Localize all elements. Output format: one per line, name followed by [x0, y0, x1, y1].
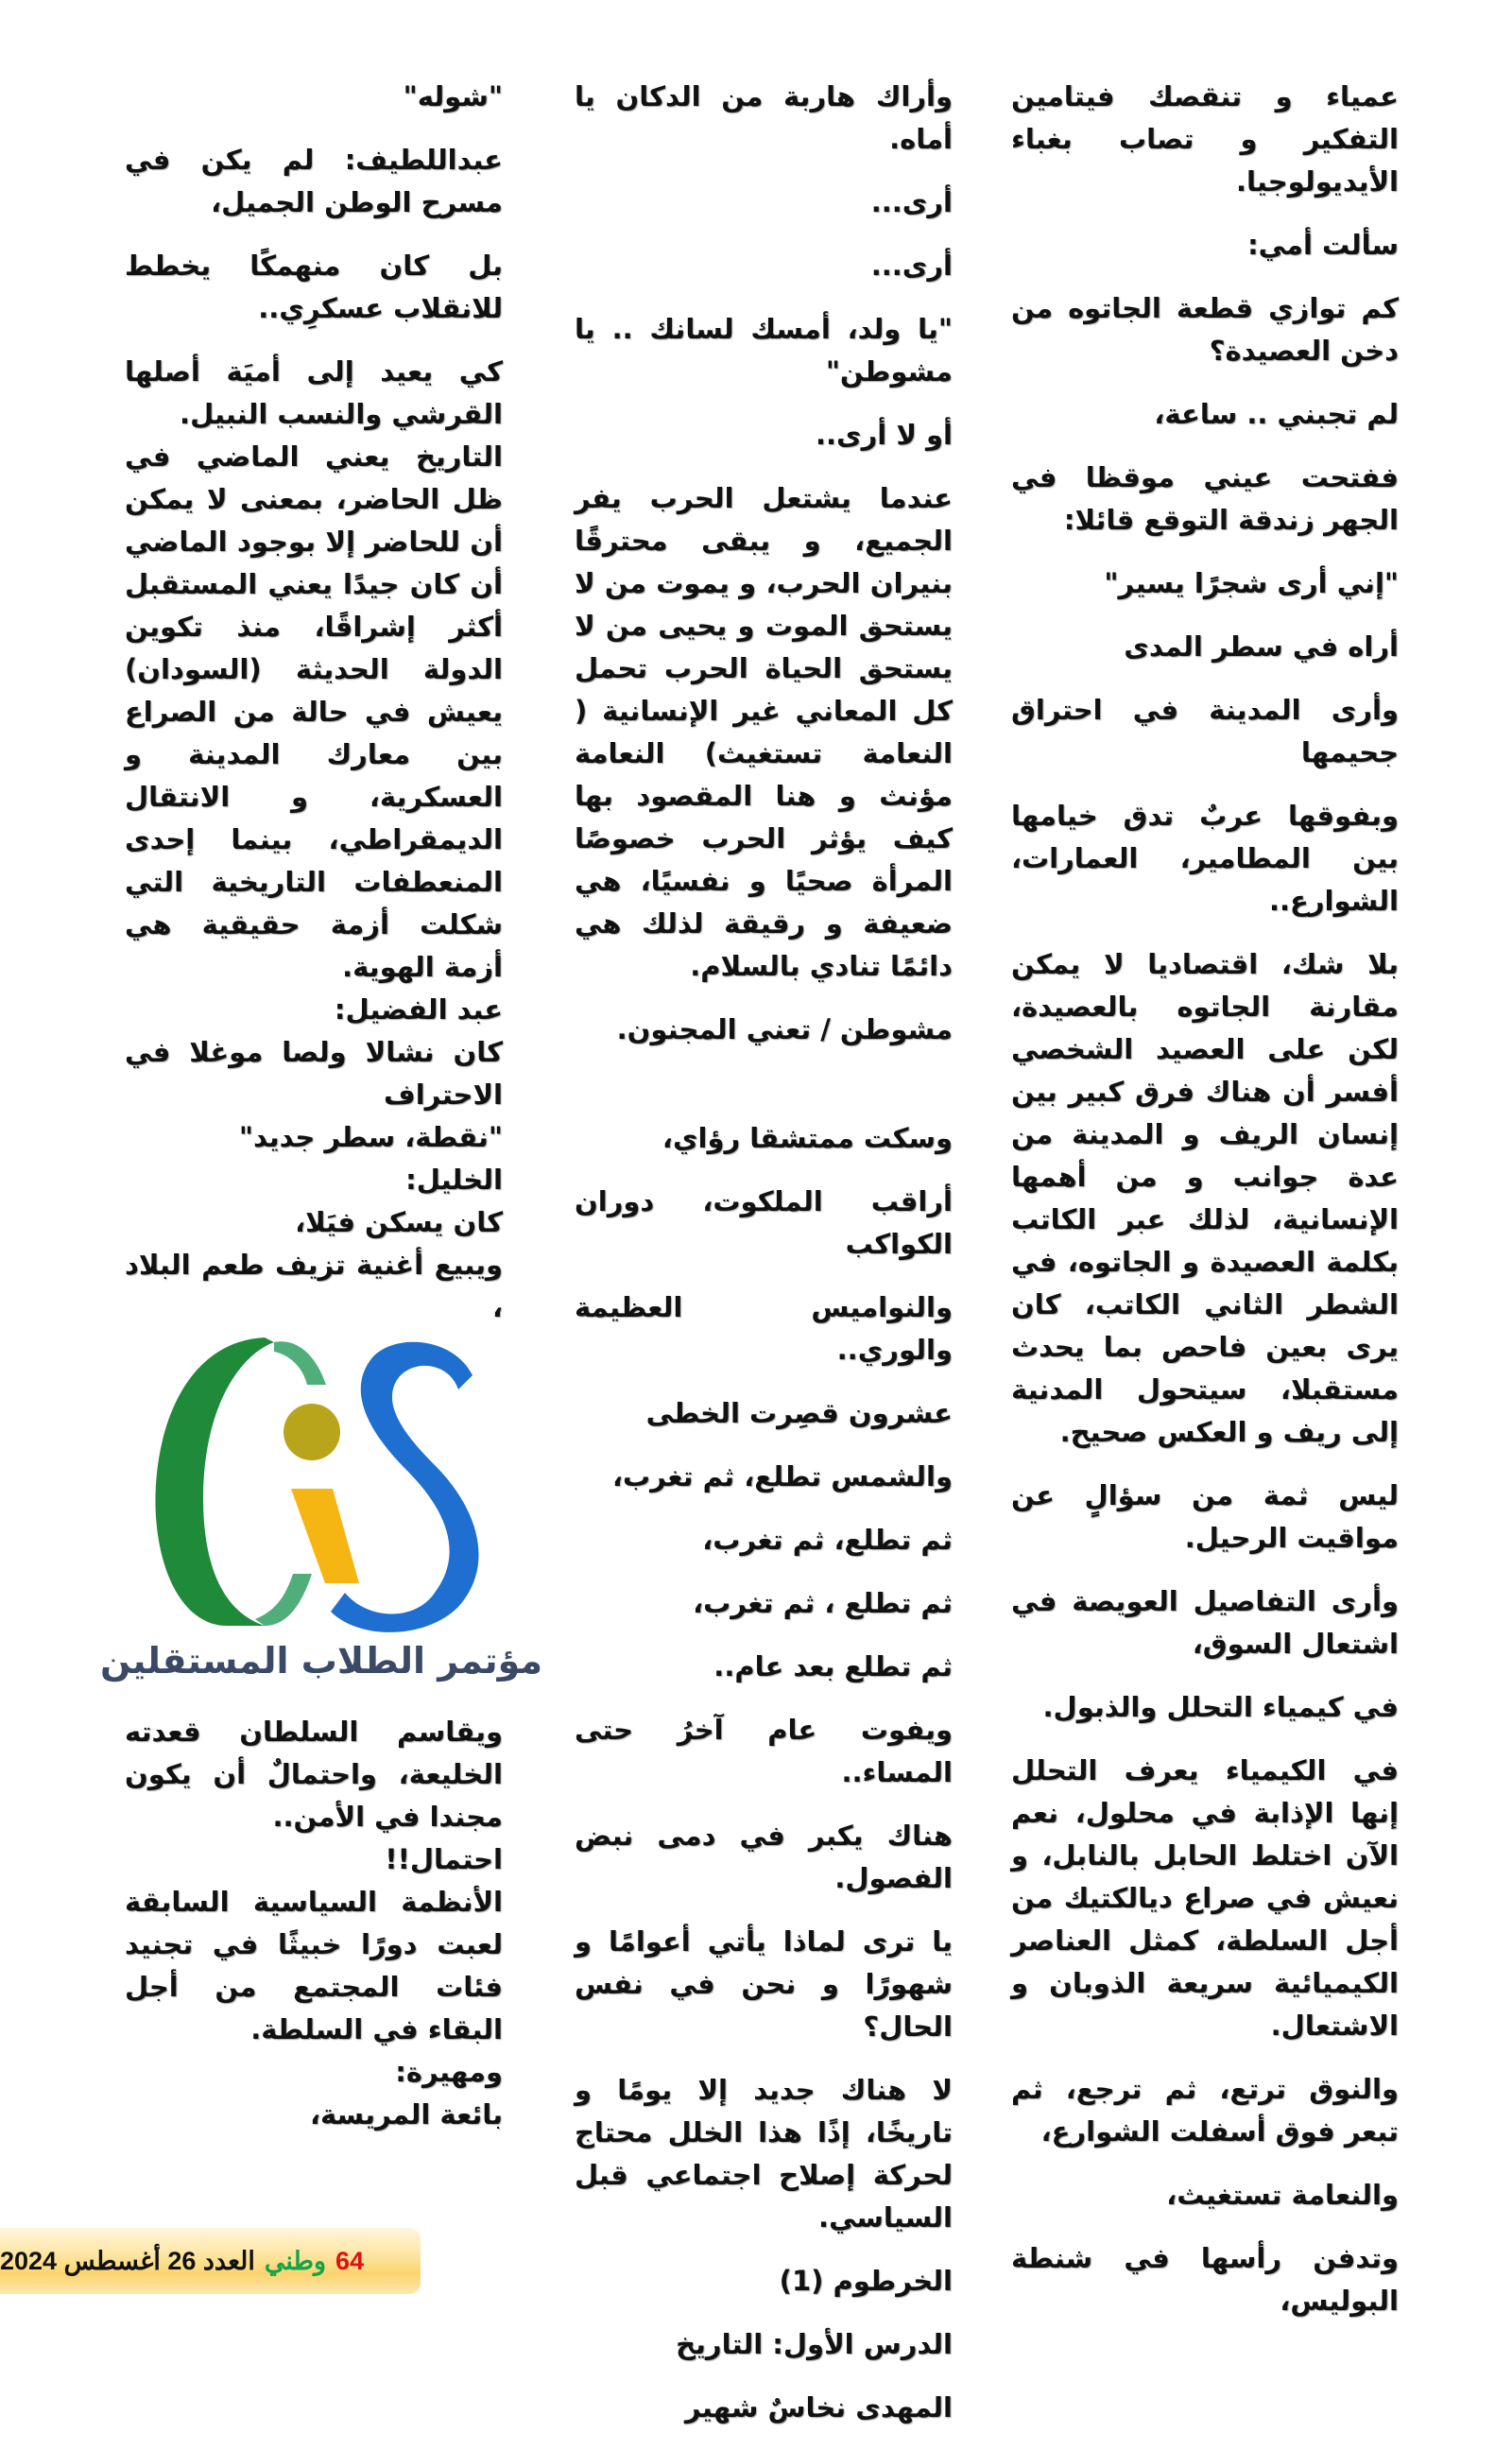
- paragraph: وسكت ممتشقا رؤاي،: [662, 1122, 953, 1154]
- paragraph: في كيمياء التحلل والذبول.: [1042, 1691, 1399, 1723]
- paragraph: وأرى التفاصيل العويصة في اشتعال السوق،: [1011, 1585, 1399, 1660]
- paragraph: احتمال!!: [385, 1843, 503, 1875]
- issue-date: العدد 26 أغسطس 2024: [0, 2246, 255, 2275]
- paragraph: لم تجبني .. ساعة،: [1154, 398, 1399, 430]
- paragraph: أراه في سطر المدى: [1124, 630, 1399, 663]
- logo-letter-s: [331, 1342, 479, 1632]
- paragraph: وأرى المدينة في احتراق جحيمها: [1011, 694, 1399, 768]
- paragraph: بلا شك، اقتصاديا لا يمكن مقارنة الجاتوه بالعصيدة، لكن على العصيد الشخصي أفسر أن هناك فرق كبير بين إنسان الريف و المدينة من عدة جوانب و من أهمها الإنسانية، لذلك عبر الكاتب بكلمة العصيدة و الجاتوه، في الشطر الثاني الكاتب، كان يرى بعين فاحص بما يحدث مستقبلا، سيتحول المدنية إلى ريف و العكس صحيح.: [1011, 948, 1399, 1448]
- paragraph: مشوطن / تعني المجنون.: [616, 1013, 953, 1045]
- paragraph: عمياء و تنقصك فيتامين التفكير و تصاب بغباء الأيديولوجيا.: [1011, 80, 1399, 198]
- paragraph: أو لا أرى..: [816, 419, 953, 451]
- paragraph: الدرس الأول: التاريخ: [676, 2328, 953, 2360]
- paragraph: "إني أرى شجرًا يسير": [1104, 567, 1399, 599]
- paragraph: كان يسكن فيَلا،: [295, 1206, 503, 1238]
- paragraph: وتدفن رأسها في شنطة البوليس،: [1011, 2242, 1399, 2317]
- paragraph: وأراك هاربة من الدكان يا أماه.: [575, 80, 953, 155]
- page-footer: [0, 2228, 421, 2294]
- paragraph: أرى...: [870, 250, 953, 282]
- paragraph: والشمس تطلع، ثم تغرب،: [612, 1460, 953, 1492]
- cis-logo: [99, 1300, 543, 1687]
- paragraph: ويفوت عام آخرُ حتى المساء..: [575, 1714, 953, 1788]
- paragraph: والنوق ترتع، ثم ترجع، ثم تبعر فوق أسفلت الشوارع،: [1011, 2073, 1399, 2148]
- paragraph: كان نشالا ولصا موغلا في الاحتراف: [125, 1036, 503, 1111]
- paragraph: التاريخ يعني الماضي في ظل الحاضر، بمعنى لا يمكن أن للحاضر إلا بوجود الماضي أن كان جيدًا يعني المستقبل أكثر إشراقًا، منذ تكوين الدولة الحديثة (السودان) يعيش في حالة من الصراع بين معارك المدينة و العسكرية، و الانتقال الديمقراطي، بينما إحدى المنعطفات التاريخية التي شكلت أزمة حقيقية هي أزمة الهوية.: [125, 440, 503, 983]
- paragraph: عبد الفضيل:: [334, 993, 503, 1026]
- paragraph: "يا ولد، أمسك لسانك .. يا مشوطن": [575, 313, 953, 388]
- paragraph: سألت أمي:: [1247, 229, 1399, 261]
- paragraph: في الكيمياء يعرف التحلل إنها الإذابة في محلول، نعم الآن اختلط الحابل بالنابل، و نعيش في صراع ديالكتيك من أجل السلطة، كمثل العناصر الكيميائية سريعة الذوبان و الاشتعال.: [1011, 1754, 1399, 2042]
- paragraph: والنعامة تستغيث،: [1166, 2179, 1399, 2211]
- paragraph: هناك يكبر في دمى نبض الفصول.: [575, 1820, 953, 1894]
- paragraph: بل كان منهمكًا يخطط للانقلاب عسكرِي..: [125, 250, 503, 324]
- paragraph: "نقطة، سطر جديد": [238, 1121, 503, 1153]
- logo-i-stem: [291, 1489, 359, 1583]
- paragraph: ثم تطلع، ثم تغرب،: [702, 1524, 953, 1556]
- paragraph: ففتحت عيني موقظا في الجهر زندقة التوقع قائلا:: [1011, 461, 1399, 536]
- paragraph: وبفوقها عربٌ تدق خيامها بين المطامير، العمارات، الشوارع..: [1011, 800, 1399, 917]
- paragraph: كم توازي قطعة الجاتوه من دخن العصيدة؟: [1011, 292, 1399, 367]
- paragraph: كي يعيد إلى أميَة أصلها القرشي والنسب النبيل.: [125, 355, 503, 430]
- paragraph: ويبيع أغنية تزيف طعم البلاد ،: [125, 1249, 503, 1323]
- paragraph: المهدى نخاسٌ شهير: [684, 2391, 953, 2424]
- paragraph: أرى...: [870, 186, 953, 218]
- paragraph: الخليل:: [405, 1164, 503, 1196]
- article-column-left-bottom: [125, 1711, 503, 2136]
- magazine-name: وطني: [264, 2246, 327, 2275]
- article-column-right: [1011, 76, 1399, 2343]
- paragraph: لا هناك جديد إلا يومًا و تاريخًا، إذًا هذا الخلل محتاج لحركة إصلاح اجتماعي قبل السياسي.: [575, 2074, 953, 2234]
- logo-i-dot: [284, 1404, 340, 1460]
- paragraph: ثم تطلع بعد عام..: [713, 1650, 953, 1682]
- paragraph: ويقاسم السلطان قعدته الخليعة، واحتمالٌ أن يكون مجندا في الأمن..: [125, 1716, 503, 1833]
- logo-caption: مؤتمر الطلاب المستقلين: [99, 1640, 543, 1682]
- paragraph: الأنظمة السياسية السابقة لعبت دورًا خبيثًا في تجنيد فئات المجتمع من أجل البقاء في السلطة.: [125, 1886, 503, 2045]
- paragraph: "شوله": [403, 80, 503, 112]
- cis-logo-graphic: [99, 1300, 543, 1687]
- paragraph: أراقب الملكوت، دوران الكواكب: [575, 1185, 953, 1260]
- paragraph: والنواميس العظيمة والوري..: [575, 1291, 953, 1366]
- article-column-left-top: [125, 76, 503, 1329]
- logo-letter-c: [155, 1337, 274, 1626]
- paragraph: ليس ثمة من سؤالٍ عن مواقيت الرحيل.: [1011, 1479, 1399, 1554]
- paragraph: بائعة المريسة،: [309, 2098, 503, 2131]
- logo-letter-c-inner: [274, 1341, 326, 1385]
- paragraph: الخرطوم (1): [779, 2265, 953, 2297]
- article-column-middle: [575, 76, 953, 2450]
- paragraph: ومهيرة:: [395, 2056, 503, 2088]
- page-number: 64: [335, 2246, 365, 2275]
- paragraph: عشرون قصِرت الخطى: [645, 1397, 953, 1429]
- logo-letter-c-tail: [255, 1574, 312, 1626]
- paragraph: عبداللطيف: لم يكن في مسرح الوطن الجميل،: [125, 144, 503, 218]
- paragraph: عندما يشتعل الحرب يفر الجميع، و يبقى محترقًا بنيران الحرب، و يموت من لا يستحق الموت و يحيى من لا يستحق الحياة الحرب تحمل كل المعاني غير الإنسانية ( النعامة تستغيث) النعامة مؤنث و هنا المقصود بها كيف يؤثر الحرب خصوصًا المرأة صحيًا و نفسيًا، هي ضعيفة و رقيقة لذلك هي دائمًا تنادي بالسلام.: [575, 482, 953, 982]
- paragraph: يا ترى لماذا يأتي أعوامًا و شهورًا و نحن في نفس الحال؟: [575, 1925, 953, 2043]
- paragraph: ثم تطلع ، ثم تغرب،: [693, 1587, 953, 1619]
